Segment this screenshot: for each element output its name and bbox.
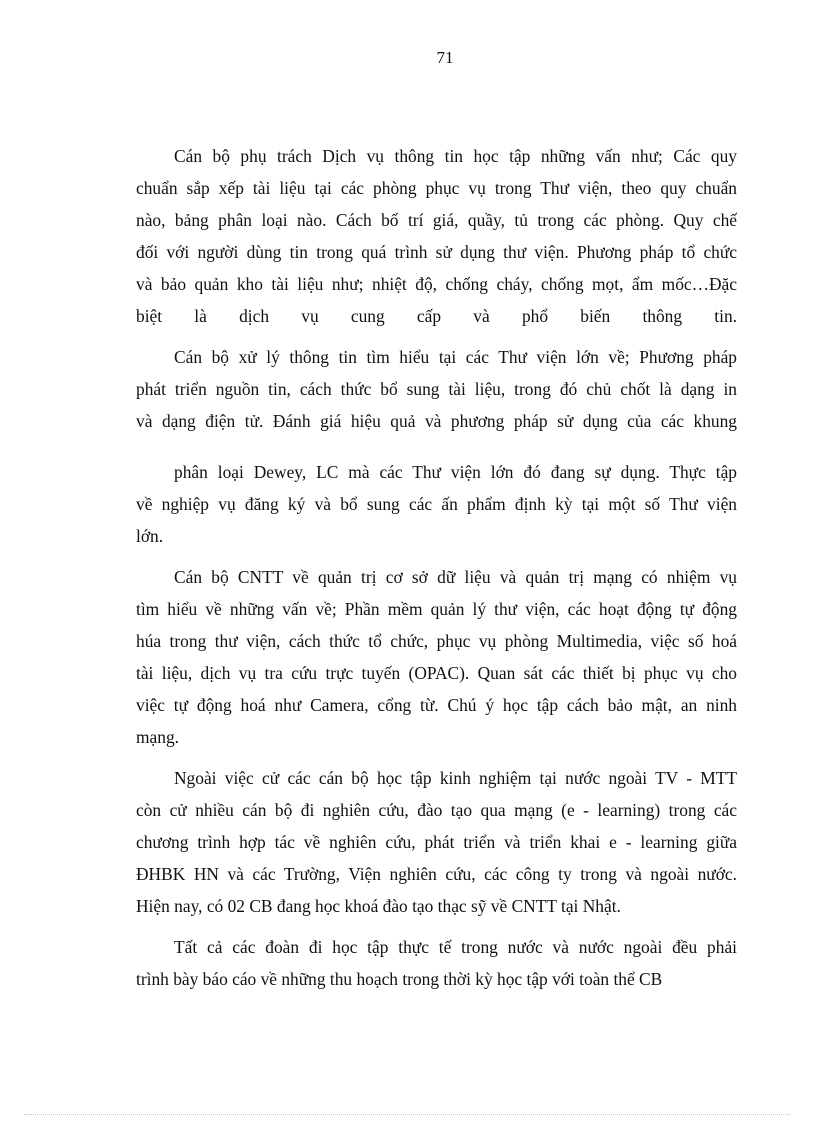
text-line: phân loại Dewey, LC mà các Thư viện lớn đó đang sự dụng. Thực tập: [174, 462, 737, 482]
paragraph-information-processing-staff: [136, 341, 737, 437]
text-line: húa trong thư viện, cách thức tổ chức, phục vụ phòng Multimedia, việc số hoá: [136, 631, 737, 651]
text-line: Cán bộ CNTT về quản trị cơ sở dữ liệu và quản trị mạng có nhiệm vụ: [174, 567, 737, 587]
text-line: tài liệu, dịch vụ tra cứu trực tuyến (OPAC). Quan sát các thiết bị phục vụ cho: [136, 663, 737, 683]
paragraph-library-services-staff: [136, 140, 737, 332]
paragraph-overseas-training: [136, 762, 737, 922]
text-line: nào, bảng phân loại nào. Cách bố trí giá, quầy, tủ trong các phòng. Quy chế: [136, 210, 737, 230]
text-line: đối với người dùng tin trong quá trình sử dụng thư viện. Phương pháp tổ chức: [136, 242, 737, 262]
page-number: 71: [436, 48, 454, 67]
paragraph-study-trip-reports: [136, 931, 737, 995]
text-line: phát triển nguồn tin, cách thức bổ sung tài liệu, trong đó chủ chốt là dạng in: [136, 379, 737, 399]
text-line: tìm hiểu về những vấn về; Phần mềm quản lý thư viện, các hoạt động tự động: [136, 599, 737, 619]
text-line: ĐHBK HN và các Trường, Viện nghiên cứu, các công ty trong và ngoài nước.: [136, 864, 737, 884]
paragraph-classification-continuation: [136, 456, 737, 552]
paragraph-it-staff: [136, 561, 737, 753]
text-line: và bảo quản kho tài liệu như; nhiệt độ, chống cháy, chống mọt, ẩm mốc…Đặc: [136, 274, 737, 294]
text-line: chương trình hợp tác về nghiên cứu, phát triển và triển khai e - learning giữa: [136, 832, 737, 852]
text-line: Cán bộ xử lý thông tin tìm hiểu tại các Thư viện lớn về; Phương pháp: [174, 347, 737, 367]
text-line: Cán bộ phụ trách Dịch vụ thông tin học tập những vấn như; Các quy: [174, 146, 737, 166]
text-line: còn cử nhiều cán bộ đi nghiên cứu, đào tạo qua mạng (e - learning) trong các: [136, 800, 737, 820]
text-line: Tất cả các đoàn đi học tập thực tế trong nước và nước ngoài đều phải: [174, 937, 737, 957]
text-line: chuẩn sắp xếp tài liệu tại các phòng phục vụ trong Thư viện, theo quy chuẩn: [136, 178, 737, 198]
text-line: mạng.: [136, 727, 179, 747]
text-line: biệt là dịch vụ cung cấp và phổ biến thông tin.: [136, 306, 737, 326]
text-line: Ngoài việc cử các cán bộ học tập kinh nghiệm tại nước ngoài TV - MTT: [174, 768, 737, 788]
text-line: việc tự động hoá như Camera, cổng từ. Chú ý học tập cách bảo mật, an ninh: [136, 695, 737, 715]
text-line: trình bày báo cáo về những thu hoạch trong thời kỳ học tập với toàn thể CB: [136, 969, 663, 989]
text-line: Hiện nay, có 02 CB đang học khoá đào tạo thạc sỹ về CNTT tại Nhật.: [136, 896, 621, 916]
page-bottom-divider: [24, 1114, 790, 1115]
text-line: và dạng điện tử. Đánh giá hiệu quả và phương pháp sử dụng của các khung: [136, 411, 737, 431]
document-body: [136, 140, 737, 995]
text-line: lớn.: [136, 526, 164, 546]
text-line: về nghiệp vụ đăng ký và bổ sung các ấn phẩm định kỳ tại một số Thư viện: [136, 494, 737, 514]
